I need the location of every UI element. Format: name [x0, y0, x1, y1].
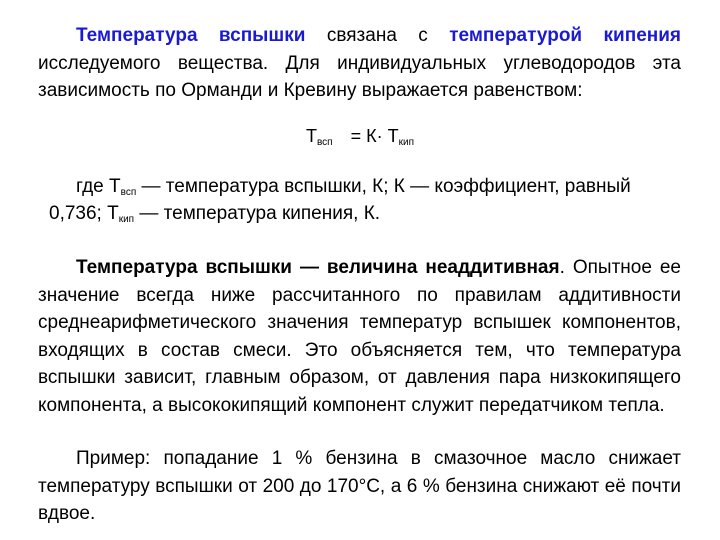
formula-lhs: Т — [305, 126, 317, 146]
definition-subscript: всп — [120, 187, 137, 198]
paragraph-flash-point-intro — [38, 22, 681, 105]
paragraph-example — [38, 445, 681, 528]
formula-lhs-subscript: всп — [316, 137, 333, 148]
formula-rhs-subscript: кип — [398, 137, 415, 148]
text-segment: связана с — [305, 25, 450, 46]
paragraph-non-additivity — [38, 254, 681, 419]
definition-line-1 — [76, 173, 631, 200]
formula-rhs: Т — [387, 126, 399, 146]
paragraph-text: . Опытное ее значение всегда ниже рассчитанного по правилам аддитивности среднеарифметического значения температур вспышек компонентов, входящих в состав смеси. Это объясняется тем, что температура вспышки зависит, главным образом, от давления пара низкокипящего компонента, а высококипящий компонент служит передатчиком тепла. — [38, 257, 681, 416]
definition-text: 0,736; Т — [49, 203, 119, 224]
term-flash-point: Температура вспышки — [76, 25, 306, 46]
paragraph-text: Пример: попадание 1 % бензина в смазочное масло снижает температуру вспышки от 200 до 170°С, а 6 % бензина снижают её почти вдвое. — [38, 448, 681, 524]
bold-heading: Температура вспышки — величина неаддитивная — [76, 257, 560, 278]
definition-text: — температура вспышки, К; К — коэффициент, равный — [136, 176, 631, 197]
definition-subscript: кип — [118, 214, 135, 225]
definition-text: — температура кипения, К. — [134, 203, 381, 224]
formula-equals: = К· — [350, 126, 383, 146]
definition-text: где Т — [76, 176, 121, 197]
formula-ormandy-crevin — [0, 124, 720, 148]
term-boiling-point: температурой кипения — [449, 25, 682, 46]
definition-line-2 — [49, 200, 380, 227]
text-segment: исследуемого вещества. Для индивидуальных углеводородов эта зависимость по Орманди и Кревину выражается равенством: — [38, 52, 681, 101]
